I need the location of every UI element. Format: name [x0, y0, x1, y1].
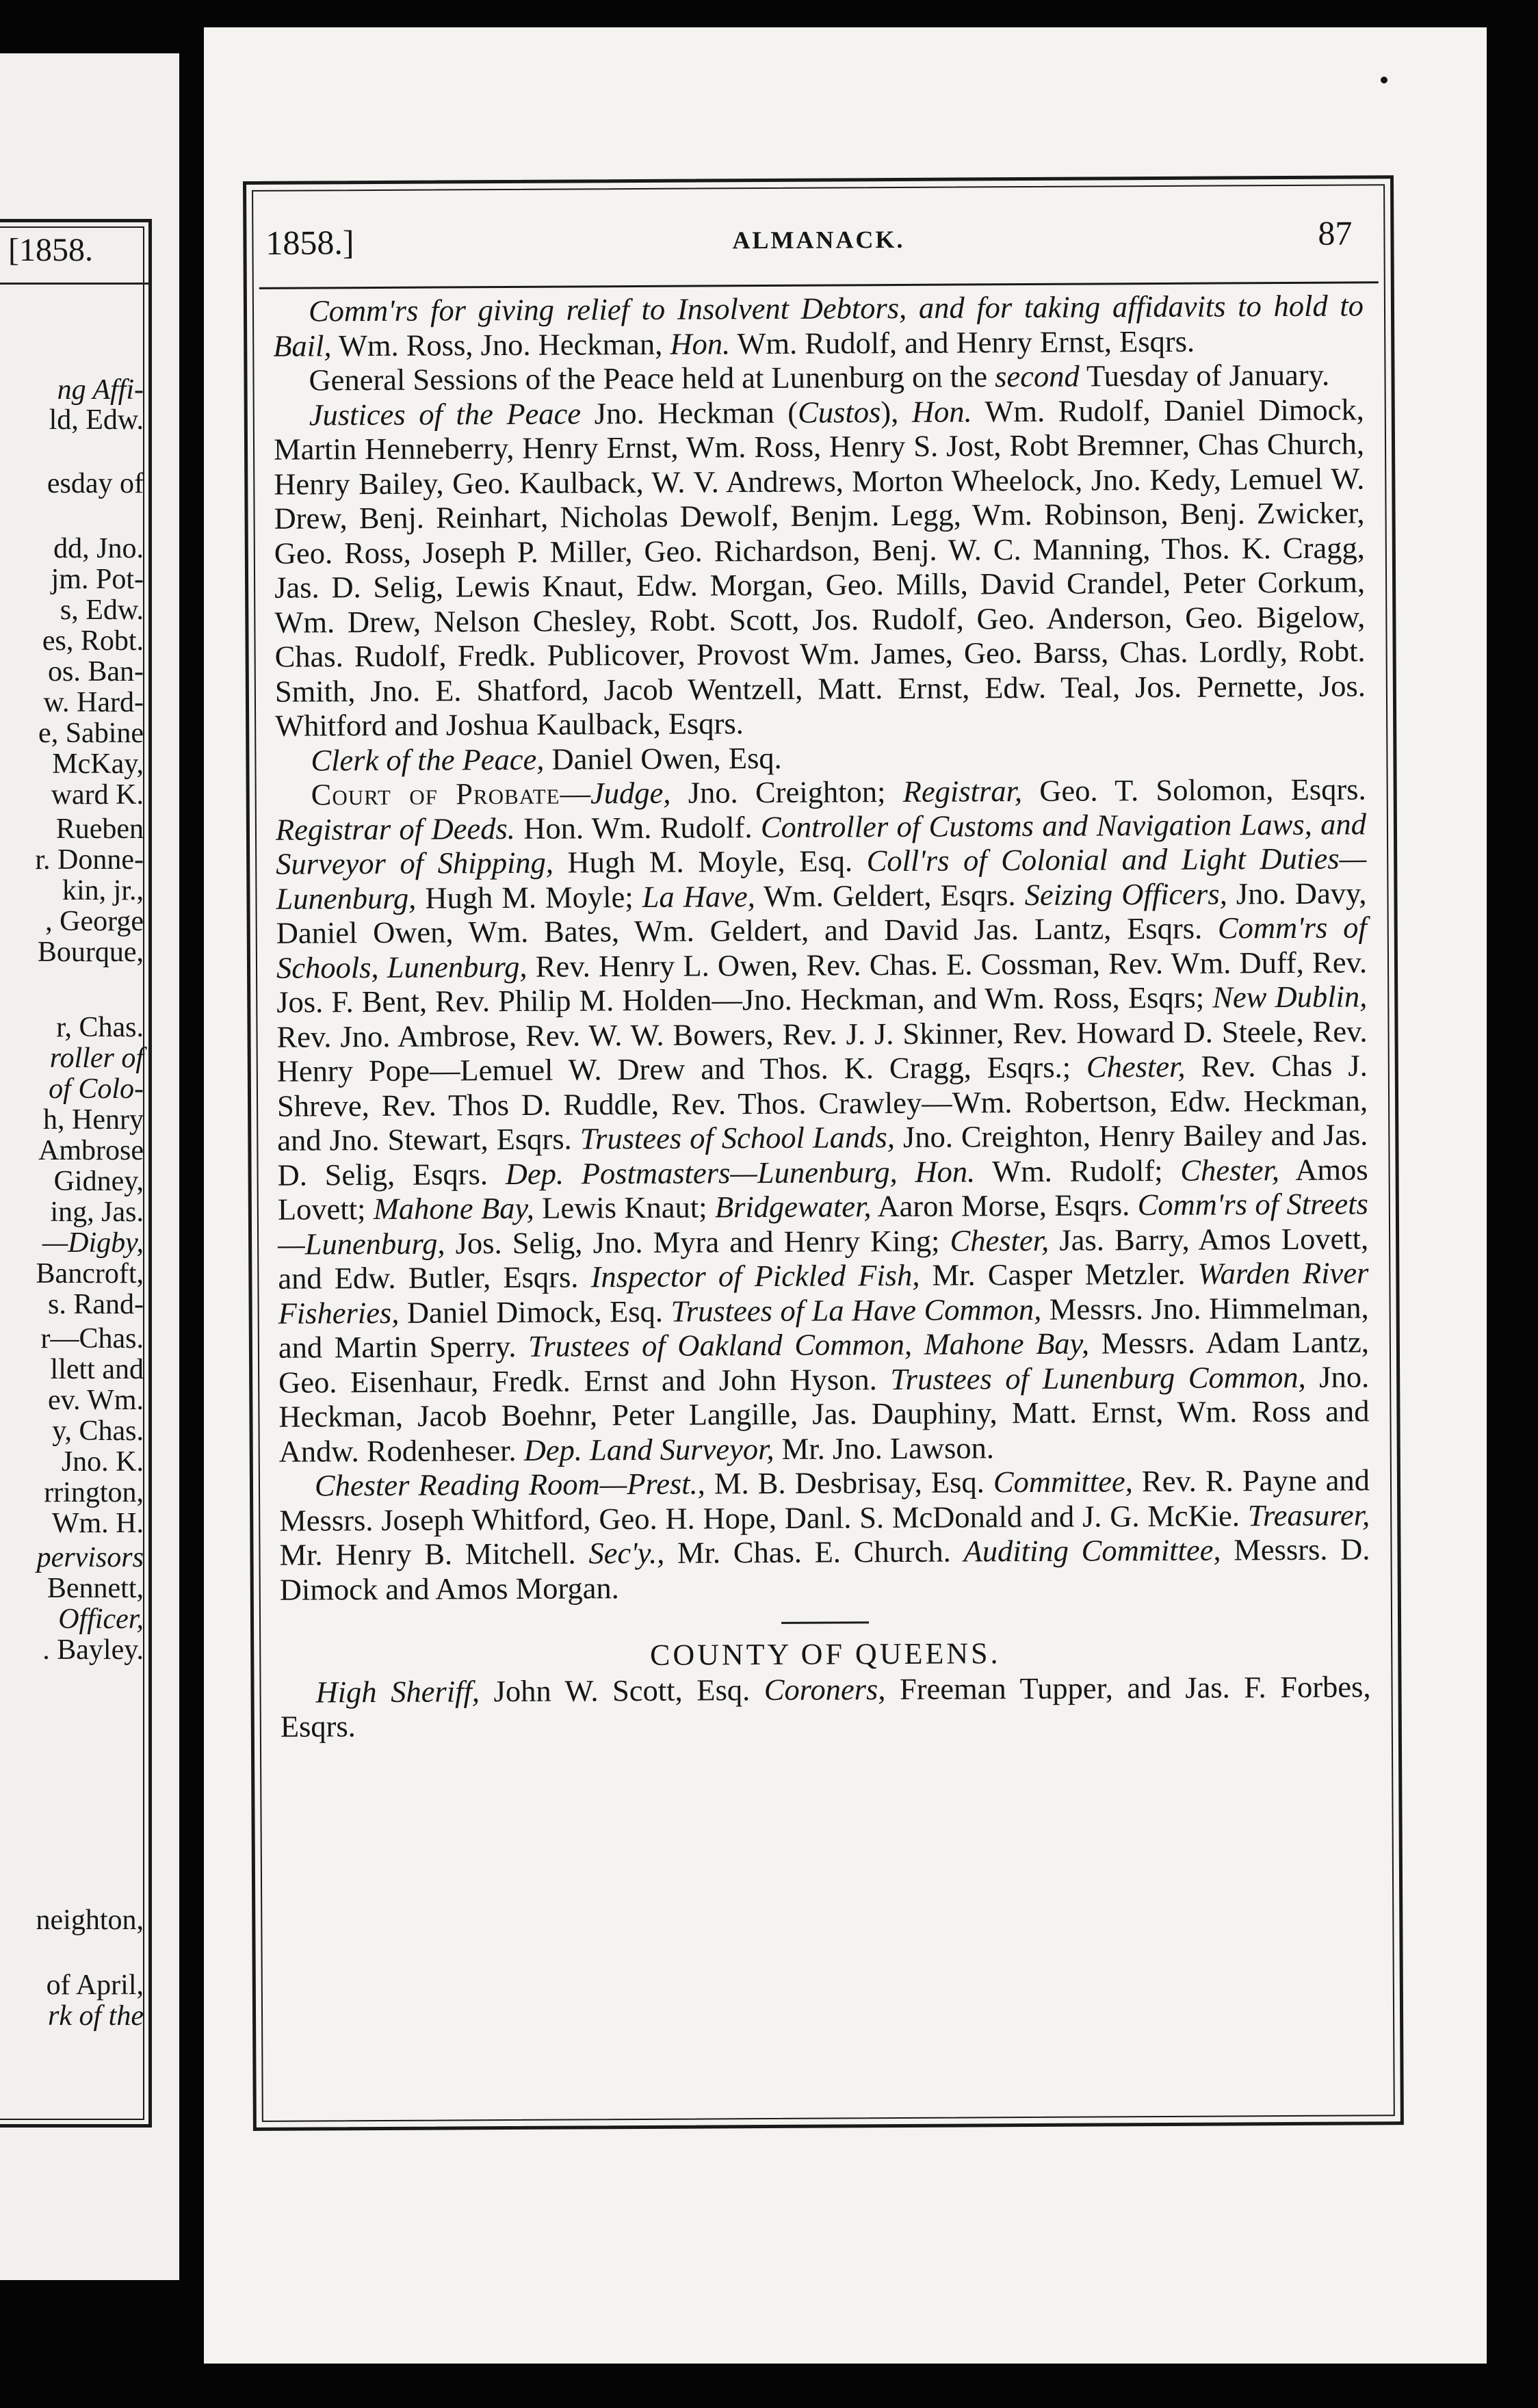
- left-page-line: dd, Jno.: [53, 533, 144, 564]
- italic-run: Chester,: [1180, 1152, 1280, 1188]
- ink-speck: [1381, 77, 1387, 83]
- left-page-line: y, Chas.: [52, 1415, 144, 1447]
- text-run: Wm. Rudolf, and Henry Ernst, Esqrs.: [730, 324, 1195, 361]
- italic-run: Trustees of School Lands,: [579, 1120, 896, 1156]
- text-run: Jno. Heckman (: [580, 395, 798, 430]
- paragraph: [273, 357, 1364, 397]
- left-page-line: of April,: [46, 1969, 144, 2001]
- paragraph: [276, 772, 1370, 1468]
- left-page-line: neighton,: [36, 1905, 144, 1936]
- left-page-line: rrington,: [44, 1477, 144, 1508]
- text-run: Jos. Selig, Jno. Myra and Henry King;: [445, 1223, 950, 1260]
- italic-run: Inspector of Pickled Fish,: [590, 1257, 920, 1294]
- italic-run: Sec'y.,: [588, 1535, 665, 1571]
- italic-run: Trustees of Oakland Common, Mahone Bay,: [527, 1326, 1090, 1363]
- left-page-line: llett and: [50, 1354, 144, 1385]
- left-page-line: Bancroft,: [36, 1258, 144, 1290]
- text-run: Amos Lovett;: [277, 1151, 1368, 1227]
- section-separator: [781, 1621, 869, 1624]
- text-run: Rev. Chas J. Shreve, Rev. Thos D. Ruddle, Rev. Thos. Crawley—Wm. Robertson, Edw. Heckman, and Jno. Stewart, Esqrs.: [276, 1048, 1368, 1157]
- left-page-year: [1858.: [8, 232, 93, 268]
- text-run: Daniel Owen, Esq.: [544, 740, 782, 776]
- italic-run: Auditing Committee,: [963, 1532, 1221, 1569]
- left-page-line: ward K.: [51, 779, 144, 811]
- page-number: 87: [1318, 213, 1353, 252]
- left-page-line: Gidney,: [53, 1166, 144, 1197]
- left-page-line: es, Robt.: [42, 625, 144, 657]
- italic-run: Chester,: [1086, 1049, 1186, 1084]
- italic-run: Judge,: [590, 775, 671, 811]
- left-page-line: os. Ban-: [48, 656, 144, 688]
- italic-run: Custos: [798, 394, 881, 430]
- italic-run: Hon.: [670, 326, 731, 361]
- left-page-line: Ambrose: [38, 1135, 144, 1166]
- text-run: General Sessions of the Peace held at Lunenburg on the: [309, 359, 995, 397]
- text-run: Wm. Ross, Jno. Heckman,: [331, 326, 670, 363]
- left-page-line: Bourque,: [37, 937, 144, 968]
- left-page-line: rk of the: [48, 2000, 144, 2032]
- queens-section: [280, 1669, 1371, 1744]
- text-run: Messrs. Jno. Himmelman, and Martin Sperry.: [278, 1290, 1369, 1365]
- left-page-line: ng Affi-: [57, 374, 144, 406]
- text-run: Wm. Rudolf;: [975, 1153, 1181, 1188]
- left-page-line: —Digby,: [42, 1227, 144, 1259]
- page-frame: [243, 175, 1404, 2131]
- lunenburg-section: [273, 288, 1370, 1606]
- italic-run: second: [995, 358, 1080, 394]
- text-run: Jno. Heckman, Jacob Boehnr, Peter Langille, Jas. Dauphiny, Matt. Ernst, Wm. Ross and Andw. Rodenheser.: [278, 1359, 1370, 1469]
- italic-run: High Sheriff,: [315, 1673, 480, 1709]
- left-page-line: w. Hard-: [43, 687, 144, 718]
- left-page-line: Jno. K.: [61, 1446, 144, 1478]
- text-run: Messrs. D. Dimock and Amos Morgan.: [279, 1532, 1370, 1607]
- text-run: Rev. Henry L. Owen, Rev. Chas. E. Cossman, Rev. Wm. Duff, Rev. Jos. F. Bent, Rev. Philip M. Holden—Jno. Heckman, and Wm. Ross, Esqrs;: [276, 944, 1368, 1019]
- italic-run: Coroners,: [764, 1671, 886, 1707]
- italic-run: Comm'rs of Streets—Lunenburg,: [278, 1186, 1368, 1261]
- left-page-line: r—Chas.: [40, 1323, 144, 1354]
- left-page-line: ev. Wm.: [48, 1385, 144, 1416]
- left-page-line: Officer,: [58, 1604, 144, 1635]
- left-page-line: ing, Jas.: [50, 1196, 144, 1228]
- left-page-fragment: [0, 53, 179, 2280]
- text-run: Rev. R. Payne and Messrs. Joseph Whitford, Geo. H. Hope, Danl. S. McDonald and J. G. McKie.: [279, 1463, 1370, 1538]
- text-run: Messrs. Adam Lantz, Geo. Eisenhaur, Fredk. Ernst and John Hyson.: [278, 1324, 1370, 1400]
- text-run: Mr. Chas. E. Church.: [664, 1534, 964, 1570]
- text-run: Mr. Henry B. Mitchell.: [279, 1536, 589, 1572]
- italic-run: Chester Reading Room—Prest.,: [314, 1466, 705, 1503]
- italic-run: Comm'rs of Schools, Lunenburg,: [276, 910, 1367, 985]
- paragraph: [280, 1669, 1371, 1744]
- page-body: [273, 288, 1371, 1744]
- italic-run: Warden River Fisheries,: [278, 1255, 1369, 1331]
- text-run: Mr. Casper Metzler.: [920, 1256, 1198, 1292]
- left-page-line: ld, Edw.: [49, 404, 144, 436]
- italic-run: Chester,: [950, 1222, 1050, 1258]
- text-run: Wm. Rudolf, Daniel Dimock, Martin Henneberry, Henry Ernst, Wm. Ross, Henry S. Jost, Robt Bremner, Chas Church, Henry Bailey, Geo. Kaulback, W. V. Andrews, Morton Wheelock, Jno. Kedy, Lemuel W. Drew, Benj. Reinhart, Nicholas Dewolf, Benjm. Legg, Wm. Robinson, Benj. Zwicker, Geo. Ross, Joseph P. Miller, Geo. Richardson, Benj. W. C. Manning, Thos. K. Cragg, Jas. D. Selig, Lewis Knaut, Edw. Morgan, Geo. Mills, David Crandel, Peter Corkum, Wm. Drew, Nelson Chesley, Robt. Scott, Jos. Rudolf, Geo. Anderson, Geo. Bigelow, Chas. Rudolf, Fredk. Publicover, Provost Wm. James, Geo. Barss, Chas. Lordly, Robt. Smith, Jno. E. Shatford, Jacob Wentzell, Matt. Ernst, Edw. Teal, Jos. Pernette, Jos. Whitford and Joshua Kaulback, Esqrs.: [273, 391, 1366, 743]
- text-run: Lewis Knaut;: [534, 1190, 715, 1225]
- italic-run: Comm'rs for giving relief to Insolvent Debtors, and for taking affidavits to hold to Bail,: [273, 288, 1364, 363]
- text-run: ),: [881, 394, 912, 429]
- text-run: —: [560, 776, 591, 811]
- running-header: [265, 213, 1371, 270]
- text-run: Daniel Dimock, Esq.: [399, 1294, 671, 1330]
- text-run: Rev. Jno. Ambrose, Rev. W. W. Bowers, Rev. J. J. Skinner, Rev. Howard D. Steele, Rev. Henry Pope—Lemuel W. Drew and Thos. K. Cragg, Esqrs.;: [276, 1013, 1368, 1088]
- text-run: Jas. Barry, Amos Lovett, and Edw. Butler, Esqrs.: [278, 1220, 1369, 1296]
- left-page-line: jm. Pot-: [51, 564, 144, 595]
- left-page-line: roller of: [49, 1043, 144, 1074]
- paragraph: [279, 1463, 1370, 1606]
- paragraph: [274, 392, 1366, 743]
- left-page-line: , George: [45, 906, 144, 937]
- italic-run: Justices of the Peace: [309, 395, 582, 432]
- italic-run: Mahone Bay,: [373, 1190, 534, 1227]
- text-run: Jno. Creighton, Henry Bailey and Jas. D. Selig, Esqrs.: [277, 1117, 1368, 1192]
- italic-run: Committee,: [993, 1464, 1133, 1500]
- italic-run: Registrar,: [902, 774, 1023, 809]
- italic-run: Dep. Postmasters—Lunenburg, Hon.: [505, 1153, 976, 1191]
- left-page-line: esday of: [47, 468, 144, 499]
- text-run: Geo. T. Solomon, Esqrs.: [1021, 772, 1366, 809]
- italic-run: New Dublin,: [1212, 979, 1368, 1015]
- text-run: Aaron Morse, Esqrs.: [871, 1188, 1138, 1224]
- left-page-line: kin, jr.,: [62, 875, 144, 906]
- section-heading: COUNTY OF QUEENS.: [649, 1636, 1001, 1672]
- text-run: John W. Scott, Esq.: [479, 1672, 764, 1708]
- left-page-line: Rueben: [55, 813, 144, 845]
- text-run: Jno. Creighton;: [670, 774, 903, 810]
- italic-run: Clerk of the Peace,: [311, 742, 545, 777]
- italic-run: Hon.: [911, 393, 972, 429]
- text-run: Hugh M. Moyle, Esq.: [553, 843, 867, 880]
- text-run: Hon. Wm. Rudolf.: [514, 809, 761, 846]
- left-page-line: e, Sabine: [38, 718, 144, 749]
- italic-run: Trustees of Lunenburg Common,: [890, 1359, 1306, 1396]
- italic-run: La Have,: [642, 878, 755, 914]
- text-run: Jno. Davy, Daniel Owen, Wm. Bates, Wm. Geldert, and David Jas. Lantz, Esqrs.: [276, 875, 1367, 950]
- text-run: Freeman Tupper, and Jas. F. Forbes, Esqrs.: [280, 1668, 1371, 1744]
- left-page-line: s. Rand-: [48, 1289, 144, 1320]
- italic-run: Treasurer,: [1247, 1497, 1370, 1532]
- left-page-line: of Colo-: [49, 1073, 144, 1105]
- left-page-line: . Bayley.: [42, 1634, 144, 1666]
- paragraph: [275, 737, 1366, 778]
- small-caps-run: Court of Probate: [311, 776, 560, 812]
- text-run: M. B. Desbrisay, Esq.: [705, 1465, 994, 1501]
- header-title: ALMANACK.: [732, 225, 905, 254]
- left-page-line: r, Chas.: [56, 1012, 144, 1043]
- left-page-line: s, Edw.: [60, 594, 144, 626]
- left-page-line: h, Henry: [43, 1104, 144, 1136]
- text-run: Mr. Jno. Lawson.: [774, 1430, 995, 1466]
- italic-run: Bridgewater,: [714, 1189, 872, 1225]
- left-page-line: McKay,: [52, 748, 144, 780]
- italic-run: Trustees of La Have Common,: [670, 1292, 1042, 1329]
- italic-run: Registrar of Deeds.: [275, 811, 515, 847]
- header-year: 1858.]: [265, 223, 354, 262]
- italic-run: Controller of Customs and Navigation Laws, and Surveyor of Shipping,: [276, 806, 1367, 881]
- left-page-line: Wm. H.: [51, 1508, 144, 1539]
- text-run: Wm. Geldert, Esqrs.: [755, 877, 1025, 913]
- text-run: Tuesday of January.: [1079, 357, 1330, 393]
- italic-run: Dep. Land Surveyor,: [523, 1431, 774, 1467]
- text-run: Hugh M. Moyle;: [416, 879, 642, 915]
- italic-run: Coll'rs of Colonial and Light Duties—Lunenburg,: [276, 841, 1367, 916]
- left-page-header-rule: [0, 283, 151, 285]
- left-page-line: pervisors: [36, 1542, 144, 1573]
- paragraph: [273, 288, 1364, 363]
- left-page-line: r. Donne-: [35, 844, 144, 876]
- italic-run: Seizing Officers,: [1024, 876, 1227, 912]
- left-page-line: Bennett,: [47, 1573, 144, 1604]
